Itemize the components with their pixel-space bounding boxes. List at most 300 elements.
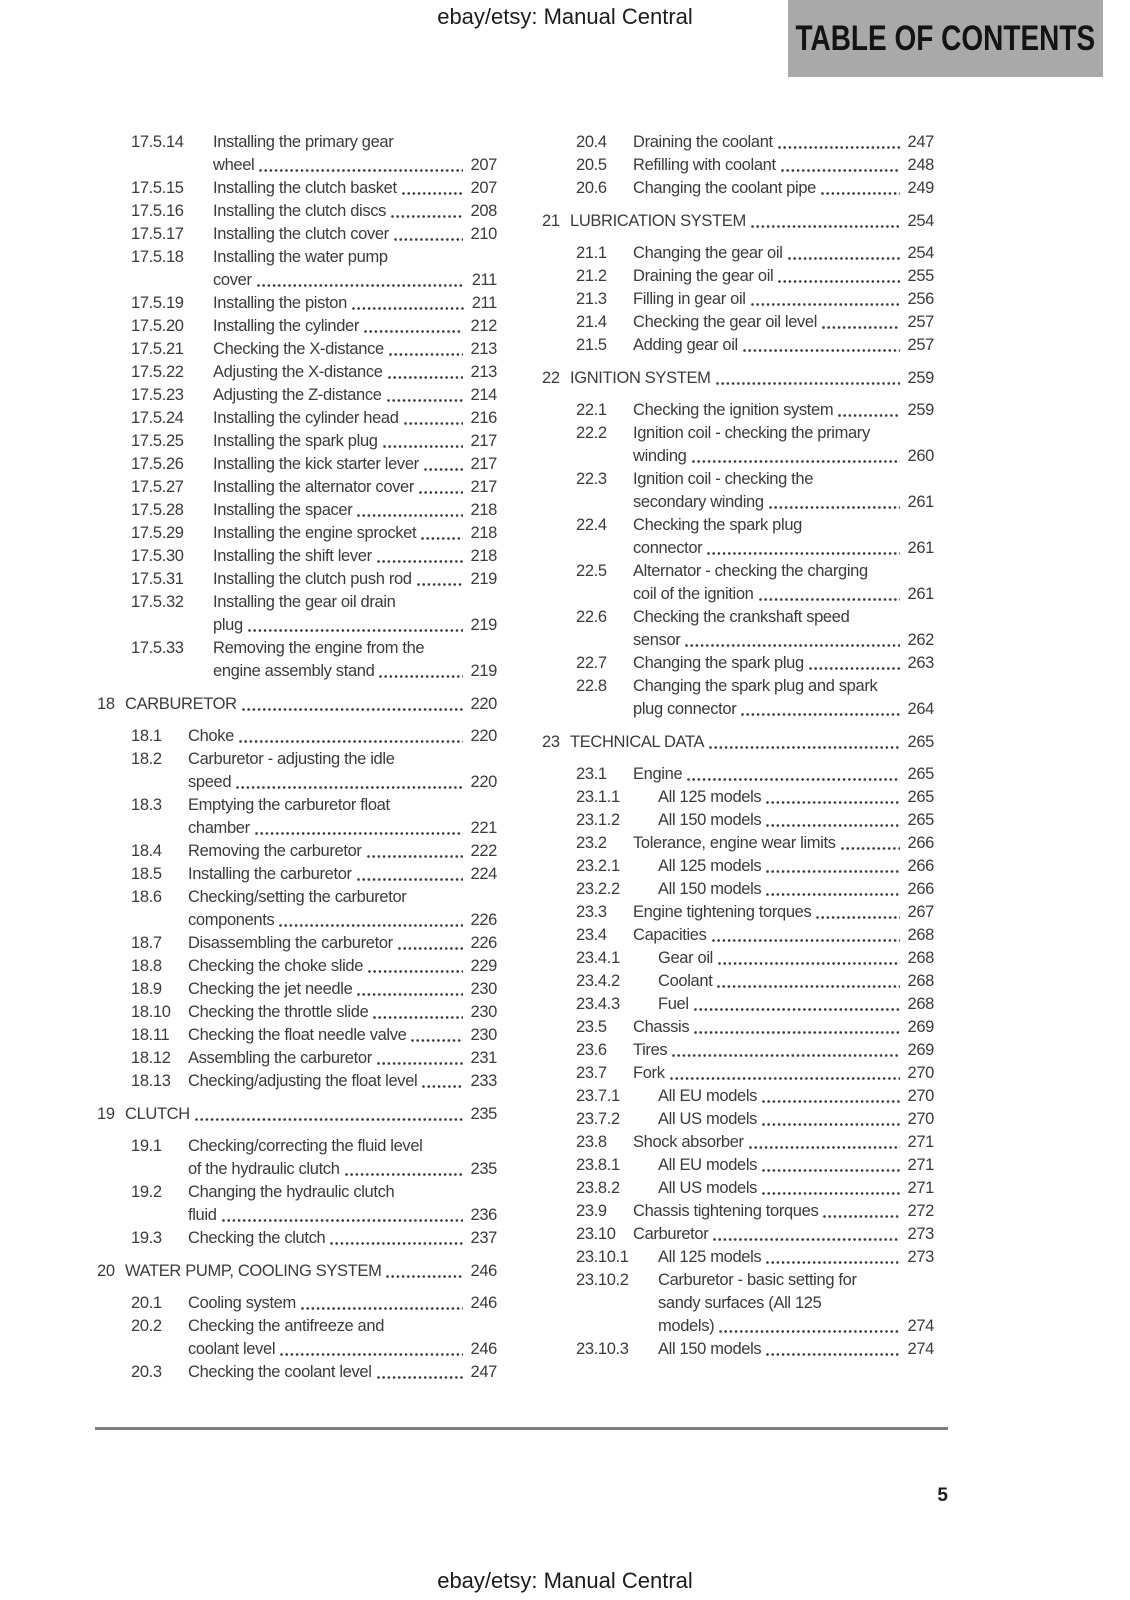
toc-entry-title-block [188,1292,497,1315]
toc-entry-page: 233 [470,1072,497,1090]
toc-entry-title: Checking the clutch [188,1229,326,1247]
toc-leader-dots [386,398,463,403]
toc-entry [540,1200,934,1223]
toc-entry [95,1135,497,1181]
toc-entry-page: 211 [471,294,497,312]
toc-entry-title: Installing the kick starter lever [213,455,419,473]
toc-entry-title: WATER PUMP, COOLING SYSTEM [125,1262,382,1280]
toc-entry-title: Checking the float needle valve [188,1026,407,1044]
toc-leader-dots [712,1237,899,1242]
toc-entry-number: 18.5 [131,865,162,883]
toc-entry-page: 246 [470,1262,497,1280]
toc-entry-number: 20.4 [576,133,607,151]
toc-leader-dots [780,168,900,173]
toc-entry [540,606,934,652]
toc-leader-dots [686,777,899,782]
toc-entry-title: CLUTCH [125,1105,190,1123]
toc-entry [95,430,497,453]
toc-entry-number: 23.1.1 [576,788,620,806]
toc-entry-page: 207 [470,179,497,197]
toc-entry-title: Installing the piston [213,294,347,312]
toc-entry-page: 269 [907,1018,934,1036]
toc-entry [95,131,497,177]
toc-entry-title: Changing the hydraulic clutch [188,1183,395,1201]
toc-entry-number: 17.5.26 [131,455,184,473]
toc-entry-title: Emptying the carburetor float [188,796,390,814]
toc-entry-title: Filling in gear oil [633,290,746,308]
toc-entry-title: coolant level [188,1340,276,1358]
toc-entry [95,978,497,1001]
toc-entry-title-block [658,1338,934,1361]
toc-entry-title-block [188,886,497,932]
toc-leader-dots [684,643,899,648]
toc-leader-dots [382,444,463,449]
toc-entry-page: 265 [907,765,934,783]
toc-entry-page: 246 [470,1340,497,1358]
toc-entry-title: LUBRICATION SYSTEM [570,212,746,230]
toc-entry-number: 21 [542,212,560,230]
toc-entry-title-block [213,430,497,453]
toc-entry-title-block [188,863,497,886]
toc-entry-number: 21.3 [576,290,607,308]
toc-entry-page: 218 [470,547,497,565]
toc-entry-number: 23.10 [576,1225,616,1243]
toc-entry-page: 230 [470,1026,497,1044]
toc-entry-number: 17.5.30 [131,547,184,565]
toc-entry [95,499,497,522]
toc-leader-dots [671,1053,899,1058]
toc-entry [95,384,497,407]
toc-entry-title-block [658,878,934,901]
toc-entry-title-block [188,1047,497,1070]
toc-entry [540,265,934,288]
toc-entry-number: 21.4 [576,313,607,331]
toc-entry [95,200,497,223]
toc-entry-title-block [213,384,497,407]
toc-entry-number: 17.5.15 [131,179,184,197]
toc-entry-title-block [188,1181,497,1227]
toc-entry [540,878,934,901]
toc-entry-page: 261 [907,585,934,603]
toc-entry-title: All EU models [658,1156,758,1174]
toc-entry-title-block [633,177,934,200]
toc-entry-page: 213 [470,363,497,381]
toc-entry-number: 19.2 [131,1183,162,1201]
toc-leader-dots [300,1306,463,1311]
toc-entry-title: secondary winding [633,493,764,511]
toc-entry-number: 18.2 [131,750,162,768]
toc-leader-dots [740,712,899,717]
toc-entry-number: 18.1 [131,727,162,745]
toc-leader-dots [421,1084,462,1089]
toc-leader-dots [390,214,462,219]
toc-entry-number: 23.1.2 [576,811,620,829]
toc-entry-title: Removing the carburetor [188,842,362,860]
toc-entry-page: 270 [907,1110,934,1128]
toc-entry-number: 23.8.1 [576,1156,620,1174]
toc-entry-title-block [570,367,934,390]
toc-entry-page: 219 [470,662,497,680]
page-footer-title: ebay/etsy: Manual Central [437,1568,693,1593]
toc-entry-title-block [633,560,934,606]
toc-entry-title-block [633,1223,934,1246]
toc-entry [95,955,497,978]
toc-entry [95,1181,497,1227]
toc-entry-number: 20.1 [131,1294,162,1312]
toc-entry-number: 22.4 [576,516,607,534]
toc-entry [540,993,934,1016]
toc-entry-title-block [633,1039,934,1062]
toc-leader-dots [840,846,900,851]
toc-entry [95,223,497,246]
toc-leader-dots [256,283,464,288]
toc-leader-dots [344,1172,463,1177]
toc-entry-title-block [633,763,934,786]
toc-entry-title-block [658,1154,934,1177]
toc-entry-title: Alternator - checking the charging [633,562,868,580]
toc-entry-page: 273 [907,1225,934,1243]
toc-entry-title: Installing the carburetor [188,865,352,883]
toc-entry-title: Installing the clutch cover [213,225,389,243]
toc-entry [540,1223,934,1246]
toc-entry-number: 23.9 [576,1202,607,1220]
footer-rule [95,1427,948,1430]
toc-entry-title: TECHNICAL DATA [570,733,705,751]
toc-entry-title: plug connector [633,700,737,718]
toc-entry-page: 230 [470,1003,497,1021]
toc-entry-number: 21.5 [576,336,607,354]
toc-leader-dots [388,352,463,357]
toc-entry [540,1062,934,1085]
toc-entry-title: Draining the coolant [633,133,773,151]
toc-entry-page: 268 [907,995,934,1013]
toc-entry-title-block [658,1177,934,1200]
toc-entry-title: Checking the jet needle [188,980,353,998]
toc-entry [95,361,497,384]
toc-entry-title-block [188,1315,497,1361]
toc-leader-dots [418,490,462,495]
toc-entry-page: 219 [470,616,497,634]
toc-entry-title: Tires [633,1041,668,1059]
page-header-title: ebay/etsy: Manual Central [437,4,693,29]
toc-entry [95,568,497,591]
toc-leader-dots [356,992,462,997]
toc-entry-page: 266 [907,857,934,875]
toc-entry-number: 23.6 [576,1041,607,1059]
toc-entry-title: Chassis tightening torques [633,1202,819,1220]
toc-leader-dots [761,1099,899,1104]
toc-entry-title-block [633,334,934,357]
toc-entry-number: 23.8 [576,1133,607,1151]
toc-entry [95,1024,497,1047]
toc-entry-title-block [633,652,934,675]
toc-entry [540,1016,934,1039]
toc-entry [540,210,934,233]
toc-entry-page: 220 [470,695,497,713]
toc-entry [540,311,934,334]
toc-leader-dots [401,191,463,196]
toc-entry-title: Changing the spark plug and spark [633,677,878,695]
toc-entry [95,591,497,637]
toc-entry-title-block [658,1269,934,1338]
toc-entry-page: 229 [470,957,497,975]
toc-leader-dots [837,413,899,418]
toc-entry-title-block [213,453,497,476]
toc-entry-number: 23.2 [576,834,607,852]
toc-entry-title: Carburetor - basic setting for [658,1271,857,1289]
toc-entry-number: 23.4.2 [576,972,620,990]
toc-entry-title: Engine tightening torques [633,903,812,921]
toc-entry-page: 249 [907,179,934,197]
toc-entry [540,422,934,468]
toc-entry-number: 20 [97,1262,115,1280]
toc-entry [95,693,497,716]
toc-entry-page: 246 [470,1294,497,1312]
toc-entry-page: 260 [907,447,934,465]
toc-entry-title: Adjusting the X-distance [213,363,383,381]
toc-entry-title: All US models [658,1179,758,1197]
toc-entry-title: components [188,911,275,929]
toc-leader-dots [356,877,463,882]
toc-leader-dots [356,513,462,518]
toc-entry-title: Installing the clutch discs [213,202,387,220]
toc-leader-dots [279,1352,462,1357]
toc-entry-number: 21.2 [576,267,607,285]
toc-entry-number: 23.10.1 [576,1248,629,1266]
toc-entry [540,652,934,675]
toc-leader-dots [758,597,900,602]
toc-leader-dots [706,551,899,556]
toc-entry [95,453,497,476]
toc-entry-title: Checking the coolant level [188,1363,372,1381]
toc-entry-title: Engine [633,765,683,783]
toc-leader-dots [716,984,899,989]
toc-entry-title: Refilling with coolant [633,156,776,174]
toc-entry-page: 266 [907,834,934,852]
toc-entry-number: 17.5.17 [131,225,184,243]
toc-entry-title: Checking the crankshaft speed [633,608,850,626]
toc-entry-page: 254 [907,244,934,262]
toc-entry-title: Checking/correcting the fluid level [188,1137,423,1155]
toc-entry [540,832,934,855]
toc-leader-dots [742,348,900,353]
toc-entry [540,242,934,265]
toc-entry [95,315,497,338]
toc-entry-title-block [633,1131,934,1154]
toc-entry [540,468,934,514]
toc-entry-number: 23.2.1 [576,857,620,875]
toc-entry-title: Carburetor [633,1225,709,1243]
toc-entry-title: Installing the clutch basket [213,179,397,197]
toc-entry-number: 21.1 [576,244,607,262]
toc-entry-title: Installing the gear oil drain [213,593,396,611]
toc-entry-page: 259 [907,369,934,387]
toc-entry [95,407,497,430]
toc-entry-page: 259 [907,401,934,419]
toc-entry-title: Changing the spark plug [633,654,804,672]
toc-entry-number: 17.5.22 [131,363,184,381]
toc-entry-number: 23.7 [576,1064,607,1082]
toc-entry-number: 22.6 [576,608,607,626]
toc-entry-page: 210 [470,225,497,243]
toc-entry-title-block [633,399,934,422]
toc-entry-title-block [125,1260,497,1283]
toc-entry-title: All 150 models [658,811,762,829]
toc-entry-title-block [213,338,497,361]
toc-entry-page: 273 [907,1248,934,1266]
toc-entry [540,675,934,721]
toc-entry-page: 265 [907,811,934,829]
toc-entry [540,947,934,970]
toc-entry-title-block [658,1246,934,1269]
toc-entry-page: 254 [907,212,934,230]
toc-leader-dots [765,892,899,897]
toc-entry-number: 22.7 [576,654,607,672]
toc-entry-title: Checking the ignition system [633,401,834,419]
toc-entry-page: 262 [907,631,934,649]
toc-entry-page: 270 [907,1064,934,1082]
toc-entry-number: 23.7.1 [576,1087,620,1105]
toc-entry-title-block [570,731,934,754]
toc-entry-page: 271 [907,1179,934,1197]
toc-entry-title-block [633,468,934,514]
toc-entry-title: Installing the cylinder head [213,409,399,427]
toc-entry-number: 17.5.28 [131,501,184,519]
toc-entry-page: 217 [470,455,497,473]
toc-entry-title-block [658,855,934,878]
toc-entry-title-block [213,315,497,338]
toc-entry [540,560,934,606]
toc-leader-dots [397,946,463,951]
toc-leader-dots [715,381,900,386]
toc-entry-page: 257 [907,336,934,354]
toc-entry-page: 235 [470,1160,497,1178]
toc-entry [95,886,497,932]
toc-entry-page: 216 [470,409,497,427]
toc-entry-number: 20.2 [131,1317,162,1335]
toc-leader-dots [221,1218,463,1223]
toc-entry [540,177,934,200]
toc-entry [95,932,497,955]
toc-entry-number: 17.5.33 [131,639,184,657]
toc-entry-title: sandy surfaces (All 125 [658,1294,822,1312]
toc-leader-dots [761,1122,899,1127]
toc-entry-title-block [633,422,934,468]
toc-entry-number: 18.11 [131,1026,170,1044]
toc-entry [95,338,497,361]
toc-entry-number: 22.2 [576,424,607,442]
toc-entry-number: 23.2.2 [576,880,620,898]
toc-entry-title-block [213,568,497,591]
toc-entry-title: chamber [188,819,250,837]
toc-entry-title: Installing the clutch push rod [213,570,412,588]
toc-entry [540,1154,934,1177]
toc-entry-title: Installing the alternator cover [213,478,415,496]
toc-entry-page: 255 [907,267,934,285]
toc-leader-dots [376,1375,463,1380]
toc-entry-title-block [213,407,497,430]
toc-entry-page: 207 [470,156,497,174]
toc-entry-page: 226 [470,934,497,952]
toc-leader-dots [669,1076,900,1081]
toc-entry-title: Removing the engine from the [213,639,425,657]
toc-entry-number: 17.5.21 [131,340,184,358]
toc-leader-dots [693,1007,900,1012]
toc-banner [788,0,1103,77]
toc-entry-title: sensor [633,631,681,649]
toc-entry-title: cover [213,271,252,289]
toc-entry-page: 247 [907,133,934,151]
toc-leader-dots [393,237,463,242]
toc-entry [540,1108,934,1131]
toc-entry-number: 17.5.16 [131,202,184,220]
toc-entry-page: 221 [470,819,497,837]
toc-columns [95,131,934,1384]
toc-entry-title-block [213,292,497,315]
toc-entry-number: 17.5.20 [131,317,184,335]
toc-entry [540,970,934,993]
toc-entry-title-block [658,970,934,993]
toc-leader-dots [821,325,899,330]
toc-entry-number: 17.5.32 [131,593,184,611]
toc-entry [95,1070,497,1093]
toc-entry-title-block [125,1103,497,1126]
toc-entry-title: Draining the gear oil [633,267,774,285]
toc-entry-number: 19.3 [131,1229,162,1247]
toc-entry-title-block [213,545,497,568]
toc-leader-dots [416,582,463,587]
toc-entry-page: 237 [470,1229,497,1247]
toc-entry-title: of the hydraulic clutch [188,1160,340,1178]
toc-entry-title: Changing the gear oil [633,244,783,262]
toc-leader-dots [420,536,462,541]
toc-entry-title-block [188,725,497,748]
toc-leader-dots [777,145,900,150]
toc-entry-page: 261 [907,493,934,511]
toc-entry-title: Capacities [633,926,707,944]
toc-leader-dots [410,1038,462,1043]
toc-entry-title: winding [633,447,687,465]
toc-entry-number: 22.8 [576,677,607,695]
toc-leader-dots [238,739,463,744]
toc-entry-number: 17.5.31 [131,570,184,588]
toc-leader-dots [278,923,462,928]
toc-entry-page: 235 [470,1105,497,1123]
toc-entry-number: 19 [97,1105,115,1123]
toc-entry [540,399,934,422]
toc-entry-title-block [188,748,497,794]
toc-entry [540,731,934,754]
toc-entry-number: 23.4 [576,926,607,944]
toc-entry-title-block [188,1361,497,1384]
toc-entry [540,1085,934,1108]
toc-leader-dots [808,666,900,671]
toc-entry-page: 217 [470,478,497,496]
toc-entry [540,855,934,878]
toc-leader-dots [815,915,899,920]
toc-entry-title: Checking the X-distance [213,340,384,358]
toc-entry-title: connector [633,539,703,557]
toc-entry-title: wheel [213,156,255,174]
toc-entry [95,725,497,748]
toc-entry-page: 274 [907,1340,934,1358]
toc-entry-page: 226 [470,911,497,929]
toc-entry-title: Adjusting the Z-distance [213,386,382,404]
toc-entry-title: Carburetor - adjusting the idle [188,750,395,768]
toc-entry [95,840,497,863]
toc-entry [540,1269,934,1338]
toc-entry-number: 20.5 [576,156,607,174]
